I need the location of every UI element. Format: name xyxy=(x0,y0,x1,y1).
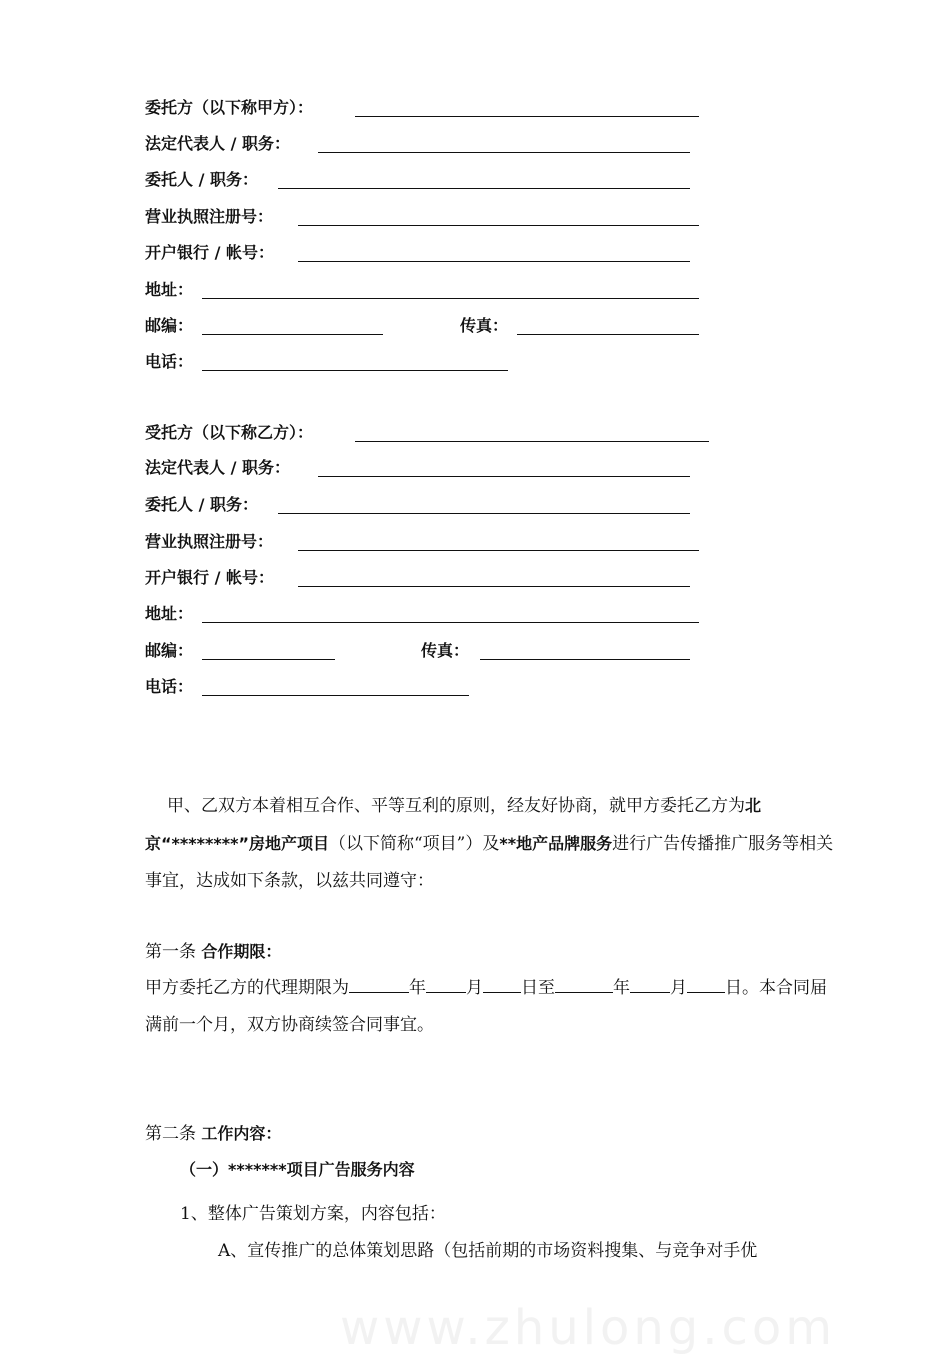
party-a-address-label: 地址： xyxy=(145,280,194,299)
party-a-license-label: 营业执照注册号： xyxy=(145,207,274,226)
party-a-fax-row xyxy=(460,313,508,339)
party-b-fax-label: 传真： xyxy=(421,641,470,660)
party-a-fax-line xyxy=(517,334,699,335)
party-a-address-row xyxy=(145,277,193,303)
party-b-phone-label: 电话： xyxy=(145,677,194,696)
intro-text-1: 甲、乙双方本着相互合作、平等互利的原则，经友好协商，就甲方委托乙方为 xyxy=(167,796,745,816)
end-year-blank xyxy=(555,974,613,993)
intro-text-2: （以下简称“项目”）及 xyxy=(328,834,500,854)
party-a-phone-line xyxy=(202,370,508,371)
article-2-heading xyxy=(145,1115,835,1153)
party-a-phone-row xyxy=(145,349,193,375)
party-b-postcode-row xyxy=(145,638,193,664)
article-1-closing-text: 日。本合同届满前一个月，双方协商续签合同事宜。 xyxy=(145,978,827,1035)
party-b-bank-line xyxy=(298,586,690,587)
party-a-row xyxy=(145,95,313,121)
article-1-body xyxy=(145,970,835,1044)
party-b-phone-row xyxy=(145,674,193,700)
start-year-blank xyxy=(349,974,409,993)
start-month-blank xyxy=(426,974,466,993)
party-b-fax-row xyxy=(421,638,469,664)
party-a-legal-rep-line xyxy=(318,152,690,153)
party-b-agent-row xyxy=(145,492,258,518)
end-day-blank xyxy=(687,974,725,993)
intro-paragraph xyxy=(145,787,835,900)
article-2-number: 第二条 xyxy=(145,1124,196,1144)
party-b-phone-line xyxy=(202,695,469,696)
party-b-license-row xyxy=(145,529,273,555)
end-month-blank xyxy=(630,974,670,993)
party-b-row xyxy=(145,420,313,446)
party-a-bank-row xyxy=(145,240,274,266)
party-b-agent-label: 委托人 / 职务： xyxy=(145,495,258,514)
article-2-title: 工作内容： xyxy=(201,1124,282,1143)
article-2-section-1 xyxy=(180,1151,870,1189)
party-a-legal-rep-row xyxy=(145,131,290,157)
day-to-label: 日至 xyxy=(521,978,555,998)
party-b-fax-line xyxy=(480,659,690,660)
year-label: 年 xyxy=(409,978,426,998)
intro-project-name: 北京“********”房地产项目 xyxy=(145,796,762,853)
party-b-legal-rep-line xyxy=(318,476,690,477)
article-1-title: 合作期限： xyxy=(201,942,282,961)
party-a-bank-label: 开户银行 / 帐号： xyxy=(145,243,274,262)
party-a-title: 委托方（以下称甲方）： xyxy=(145,98,314,117)
party-b-postcode-line xyxy=(202,659,335,660)
party-a-phone-label: 电话： xyxy=(145,352,194,371)
party-b-bank-label: 开户银行 / 帐号： xyxy=(145,568,274,587)
section-1-title: （一）*******项目广告服务内容 xyxy=(180,1160,415,1179)
party-a-agent-line xyxy=(278,188,690,189)
party-b-license-line xyxy=(298,550,699,551)
party-b-name-line xyxy=(355,441,709,442)
intro-brand-service: **地产品牌服务 xyxy=(499,834,613,853)
party-b-title: 受托方（以下称乙方）： xyxy=(145,423,314,442)
party-a-postcode-line xyxy=(202,334,383,335)
party-b-legal-rep-label: 法定代表人 / 职务： xyxy=(145,458,290,477)
article-2-item-1 xyxy=(180,1196,870,1233)
party-a-fax-label: 传真： xyxy=(460,316,509,335)
party-a-legal-rep-label: 法定代表人 / 职务： xyxy=(145,134,290,153)
party-b-legal-rep-row xyxy=(145,455,290,481)
party-a-name-line xyxy=(355,116,699,117)
party-b-postcode-label: 邮编： xyxy=(145,641,194,660)
watermark: www.zhulong.com xyxy=(340,1300,837,1356)
party-a-address-line xyxy=(202,298,699,299)
party-a-agent-label: 委托人 / 职务： xyxy=(145,170,258,189)
party-a-license-row xyxy=(145,204,273,230)
article-1-number: 第一条 xyxy=(145,942,196,962)
party-b-agent-line xyxy=(278,513,690,514)
party-a-postcode-row xyxy=(145,313,193,339)
party-a-agent-row xyxy=(145,167,258,193)
item-1-text: 1、整体广告策划方案，内容包括： xyxy=(180,1204,446,1224)
article-2-item-a xyxy=(218,1233,838,1270)
item-a-text: A、宣传推广的总体策划思路（包括前期的市场资料搜集、与竞争对手优 xyxy=(218,1241,758,1261)
party-a-license-line xyxy=(298,225,699,226)
month-label: 月 xyxy=(670,978,687,998)
article-1-text: 甲方委托乙方的代理期限为 xyxy=(145,978,349,998)
party-b-address-row xyxy=(145,601,193,627)
article-1-heading xyxy=(145,933,835,971)
year-label: 年 xyxy=(613,978,630,998)
start-day-blank xyxy=(483,974,521,993)
party-b-license-label: 营业执照注册号： xyxy=(145,532,274,551)
party-b-address-line xyxy=(202,622,699,623)
party-b-bank-row xyxy=(145,565,274,591)
party-b-address-label: 地址： xyxy=(145,604,194,623)
party-a-postcode-label: 邮编： xyxy=(145,316,194,335)
party-a-bank-line xyxy=(298,261,690,262)
intro-text-3: 进行广告传播推广服务等相关事宜，达成如下条款，以兹共同遵守： xyxy=(145,834,834,891)
month-label: 月 xyxy=(466,978,483,998)
